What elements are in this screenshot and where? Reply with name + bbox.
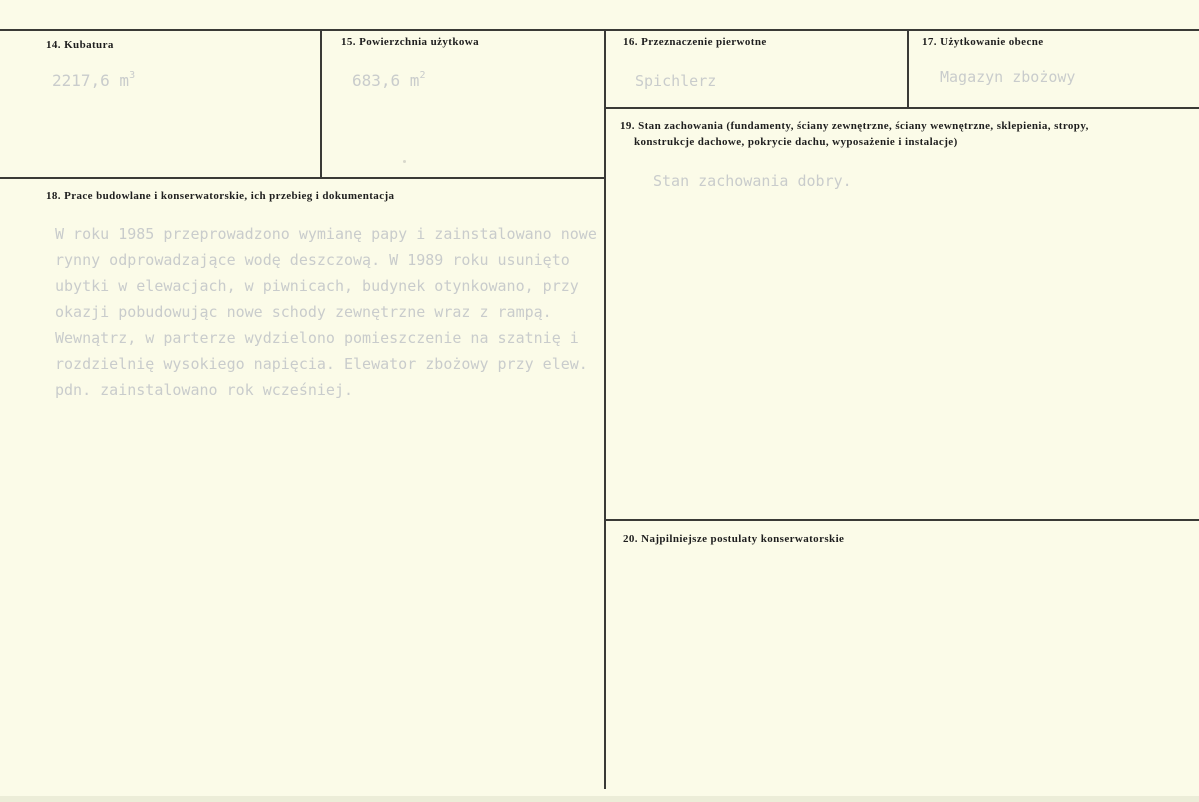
field-18-line: ubytki w elewacjach, w piwnicach, budynek otynkowano, przy [55,277,579,295]
rule-below-16-17 [606,107,1199,109]
field-15-value [352,68,425,94]
field-18-line: Wewnątrz, w parterze wydzielono pomieszczenie na szatnię i [55,329,579,347]
field-16-label: 16. Przeznaczenie pierwotne [623,36,767,48]
field-18-text [55,221,597,403]
speck [403,160,406,163]
field-15-label: 15. Powierzchnia użytkowa [341,36,480,48]
field-18-line: rozdzielnię wysokiego napięcia. Elewator zbożowy przy elew. [55,355,588,373]
top-rule [0,29,1199,31]
field-15-exponent: 2 [419,70,426,81]
field-19-label-line-1: 19. Stan zachowania (fundamenty, ściany zewnętrzne, ściany wewnętrzne, sklepienia, stropy, [620,120,1089,132]
field-14-exponent: 3 [129,70,136,81]
field-16-value: Spichlerz [635,72,717,90]
field-18-line: W roku 1985 przeprowadzono wymianę papy i zainstalowano nowe [55,225,597,243]
field-18-line: okazji pobudowując nowe schody zewnętrzne wraz z rampą. [55,303,552,321]
scan-edge [0,796,1199,802]
field-19-value: Stan zachowania dobry. [653,172,852,190]
rule-below-14-15 [0,177,606,179]
field-17-label: 17. Użytkowanie obecne [922,36,1044,48]
divider-main-column [604,29,606,789]
field-18-line: rynny odprowadzające wodę deszczową. W 1989 roku usunięto [55,251,570,269]
field-20-label: 20. Najpilniejsze postulaty konserwatorskie [623,533,845,545]
rule-above-20 [606,519,1199,521]
field-15-number: 683,6 m [352,71,420,90]
field-14-label: 14. Kubatura [46,39,114,51]
divider-16-17 [907,29,909,108]
field-18-line: pdn. zainstalowano rok wcześniej. [55,381,354,399]
field-14-number: 2217,6 m [52,71,130,90]
field-18-label: 18. Prace budowlane i konserwatorskie, ich przebieg i dokumentacja [46,190,395,202]
field-19-label-line-2: konstrukcje dachowe, pokrycie dachu, wyposażenie i instalacje) [634,136,958,148]
field-14-value [52,68,135,94]
field-17-value: Magazyn zbożowy [940,68,1076,86]
divider-14-15 [320,29,322,179]
